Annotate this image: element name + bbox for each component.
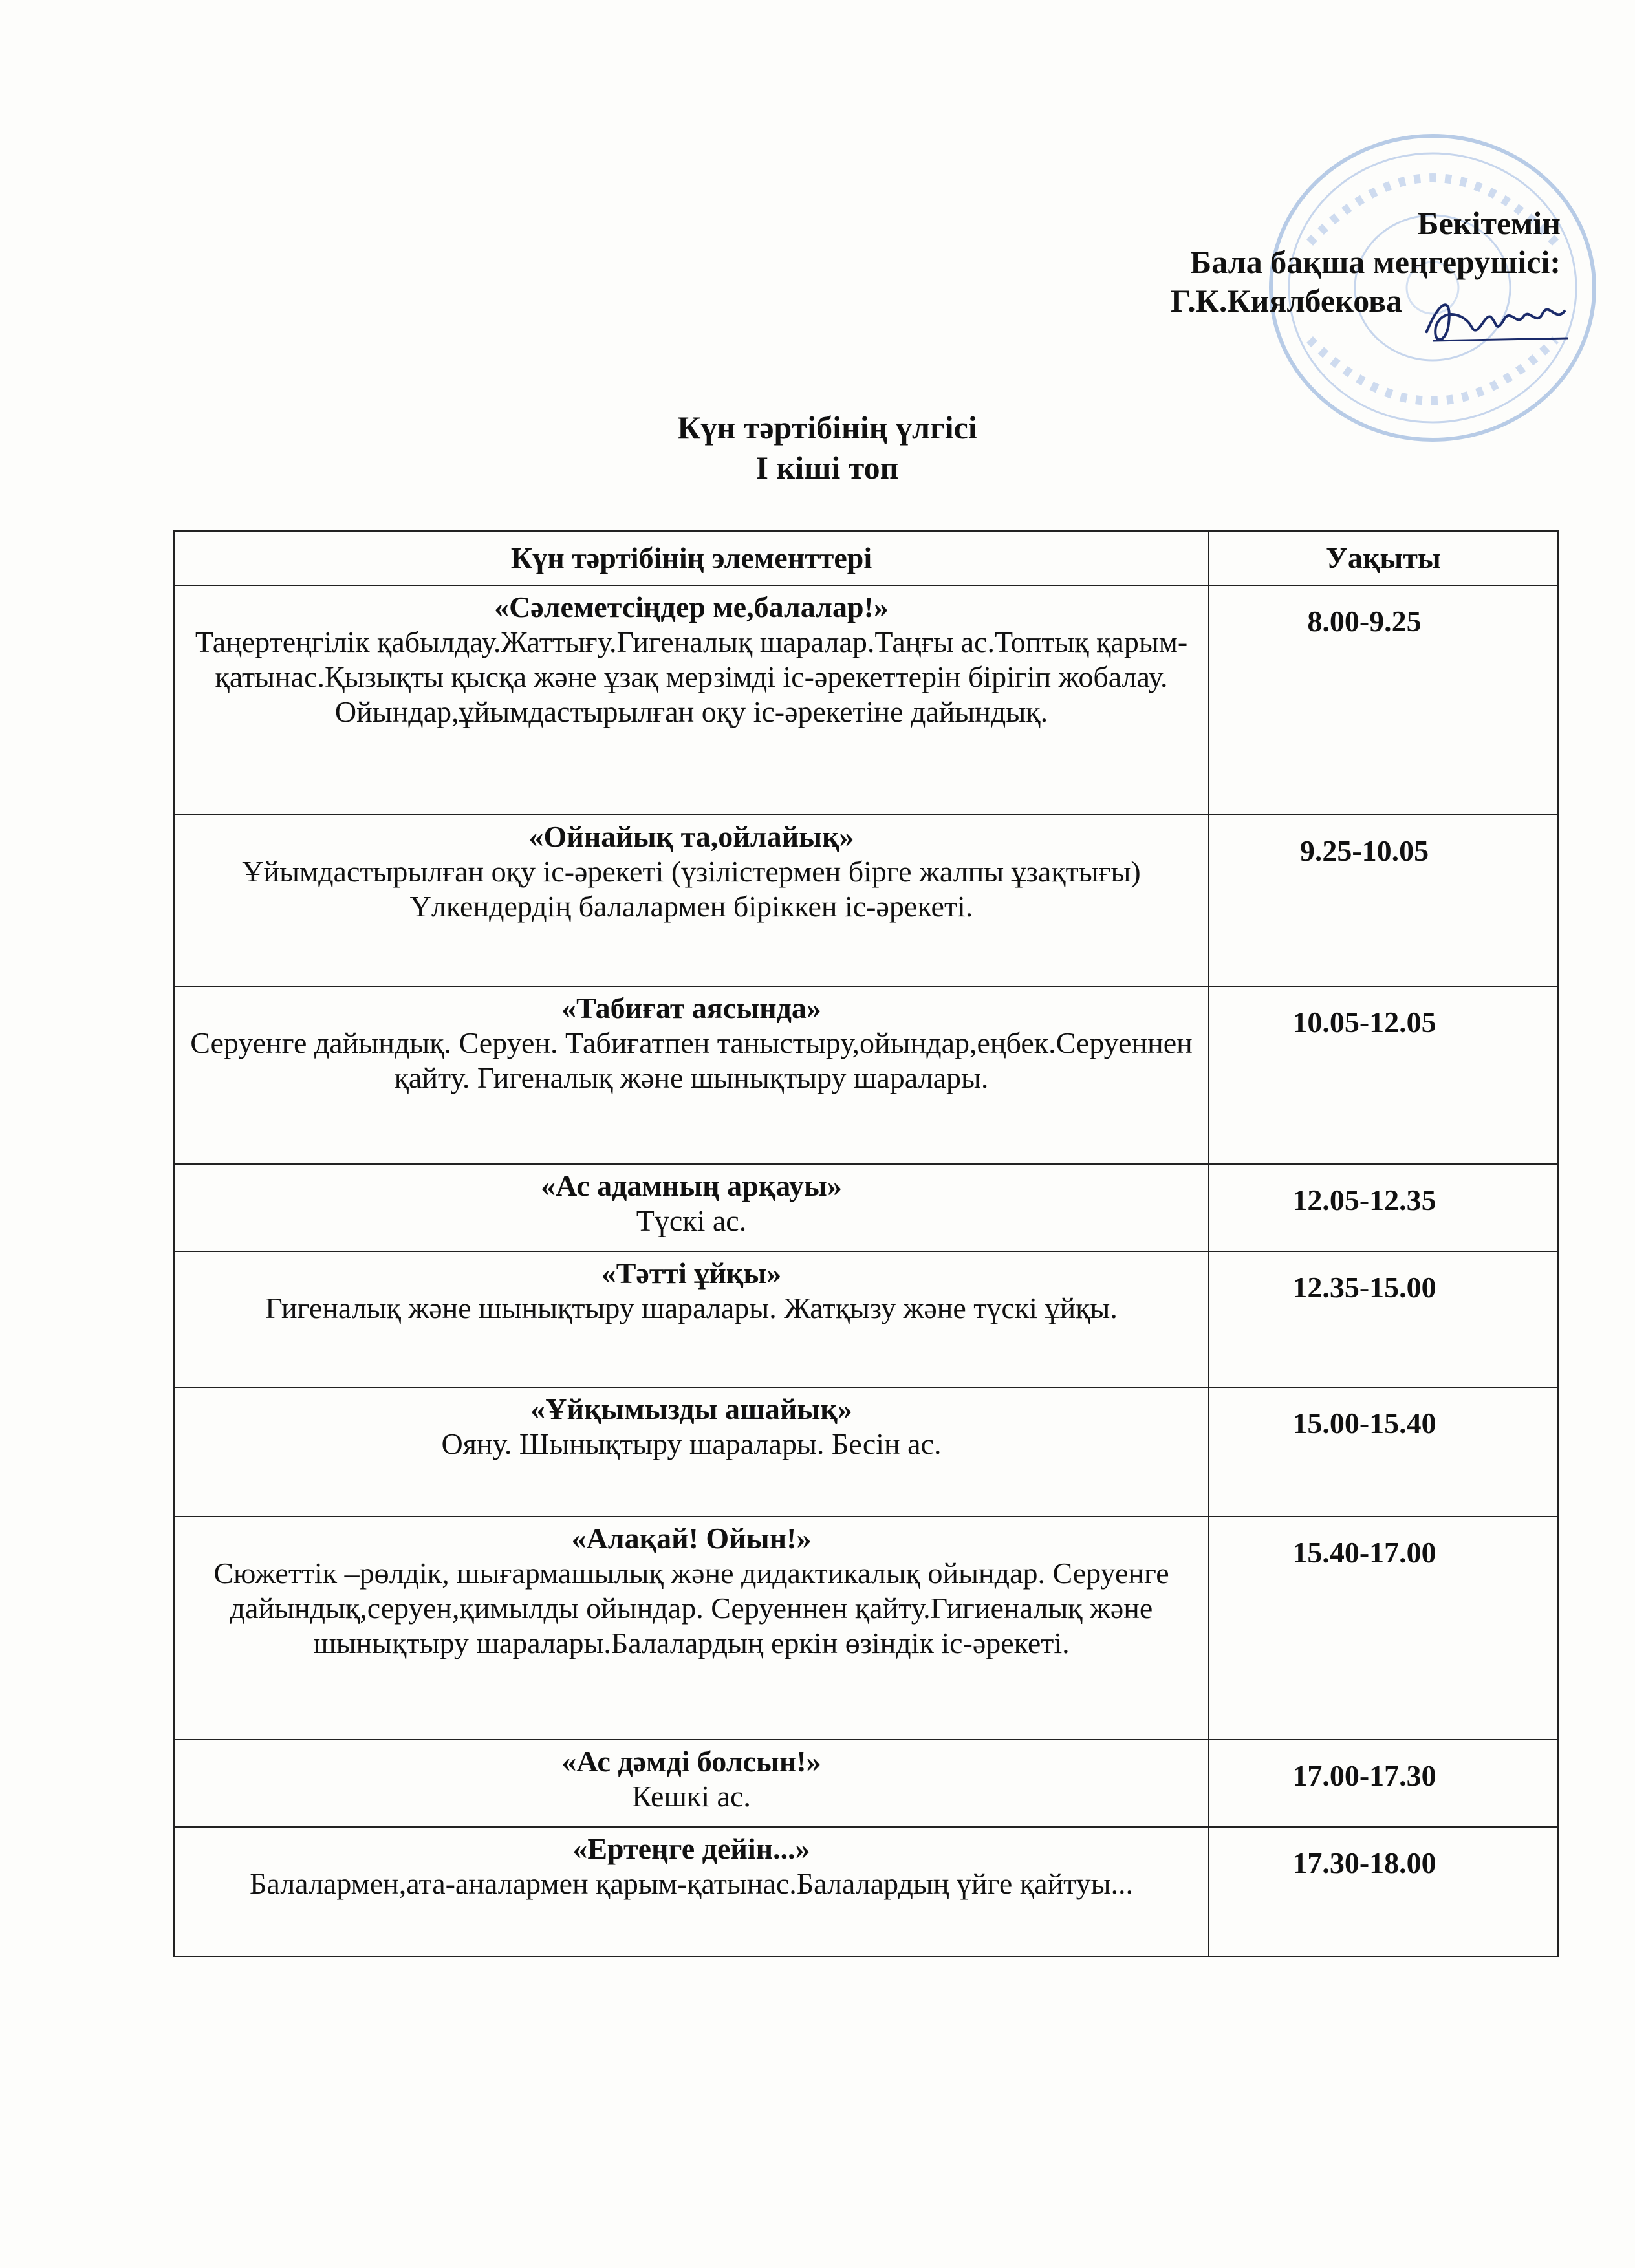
activity-title: «Сәлеметсіңдер ме,балалар!»: [494, 590, 889, 623]
activity-time: 17.30-18.00: [1209, 1827, 1558, 1956]
activity-cell: [174, 585, 1209, 815]
activity-time: 8.00-9.25: [1209, 585, 1558, 815]
table-row: [174, 1164, 1558, 1251]
activity-time: 12.35-15.00: [1209, 1251, 1558, 1387]
activity-title: «Ас адамның арқауы»: [541, 1169, 842, 1202]
document-title: [0, 407, 1635, 488]
activity-cell: [174, 1164, 1209, 1251]
activity-cell: [174, 1387, 1209, 1517]
activity-title: «Ұйқымызды ашайық»: [530, 1392, 852, 1425]
table-header-row: [174, 531, 1558, 585]
activity-description: Балалармен,ата-аналармен қарым-қатынас.Балалардың үйге қайтуы...: [249, 1867, 1134, 1900]
title-main: Күн тәртібінің үлгісі: [677, 409, 977, 446]
activity-description: Сюжеттік –рөлдік, шығармашылық және дидактикалық ойындар. Серуенге дайындық,серуен,қимылды ойындар. Серуеннен қайту.Гигиеналық және шынықтыру шаралары.Балалардың еркін өзіндік іс-әрекеті.: [213, 1557, 1169, 1659]
activity-time: 15.40-17.00: [1209, 1517, 1558, 1740]
signature: [1420, 288, 1575, 352]
approval-position: Бала бақша меңгерушісі:: [1190, 244, 1561, 280]
activity-title: «Ас дәмді болсын!»: [561, 1745, 821, 1778]
table-row: [174, 1827, 1558, 1956]
approval-name: Г.К.Киялбекова: [1170, 283, 1402, 319]
header-elements: Күн тәртібінің элементтері: [174, 531, 1209, 585]
activity-description: Гигеналық және шынықтыру шаралары. Жатқызу және түскі ұйқы.: [265, 1291, 1118, 1324]
title-group: І кіші топ: [755, 449, 899, 486]
activity-description: Кешкі ас.: [632, 1780, 751, 1813]
approval-heading: Бекітемін: [1417, 205, 1561, 241]
activity-cell: [174, 1827, 1209, 1956]
activity-cell: [174, 1740, 1209, 1827]
table-row: [174, 815, 1558, 986]
activity-description: Таңертеңгілік қабылдау.Жаттығу.Гигеналық шаралар.Таңғы ас.Топтық қарым-қатынас.Қызықты қысқа және ұзақ мерзімді іс-әрекеттерін бірігіп жобалау. Ойындар,ұйымдастырылған оқу іс-әрекетіне дайындық.: [195, 625, 1188, 728]
activity-description: Ояну. Шынықтыру шаралары. Бесін ас.: [441, 1427, 942, 1460]
table-row: [174, 1517, 1558, 1740]
table-row: [174, 986, 1558, 1164]
activity-description: Серуенге дайындық. Серуен. Табиғатпен таныстыру,ойындар,еңбек.Серуеннен қайту. Гигеналық және шынықтыру шаралары.: [190, 1026, 1193, 1094]
activity-time: 10.05-12.05: [1209, 986, 1558, 1164]
activity-title: «Тәтті ұйқы»: [601, 1257, 782, 1290]
activity-cell: [174, 986, 1209, 1164]
activity-cell: [174, 1251, 1209, 1387]
table-row: [174, 1251, 1558, 1387]
activity-cell: [174, 815, 1209, 986]
activity-title: «Табиғат аясында»: [561, 991, 821, 1024]
table-row: [174, 1387, 1558, 1517]
activity-title: «Алақай! Ойын!»: [571, 1522, 812, 1555]
table-row: [174, 1740, 1558, 1827]
activity-cell: [174, 1517, 1209, 1740]
activity-title: «Ертеңге дейін...»: [572, 1832, 810, 1865]
activity-description: Ұйымдастырылған оқу іс-әрекеті (үзілістермен бірге жалпы ұзақтығы) Үлкендердің балалармен біріккен іс-әрекеті.: [242, 855, 1141, 923]
activity-time: 9.25-10.05: [1209, 815, 1558, 986]
activity-time: 17.00-17.30: [1209, 1740, 1558, 1827]
activity-title: «Ойнайық та,ойлайық»: [528, 820, 854, 853]
header-time: Уақыты: [1209, 531, 1558, 585]
table-row: [174, 585, 1558, 815]
activity-time: 15.00-15.40: [1209, 1387, 1558, 1517]
activity-time: 12.05-12.35: [1209, 1164, 1558, 1251]
schedule-table: [173, 530, 1559, 1957]
activity-description: Түскі ас.: [636, 1204, 747, 1237]
